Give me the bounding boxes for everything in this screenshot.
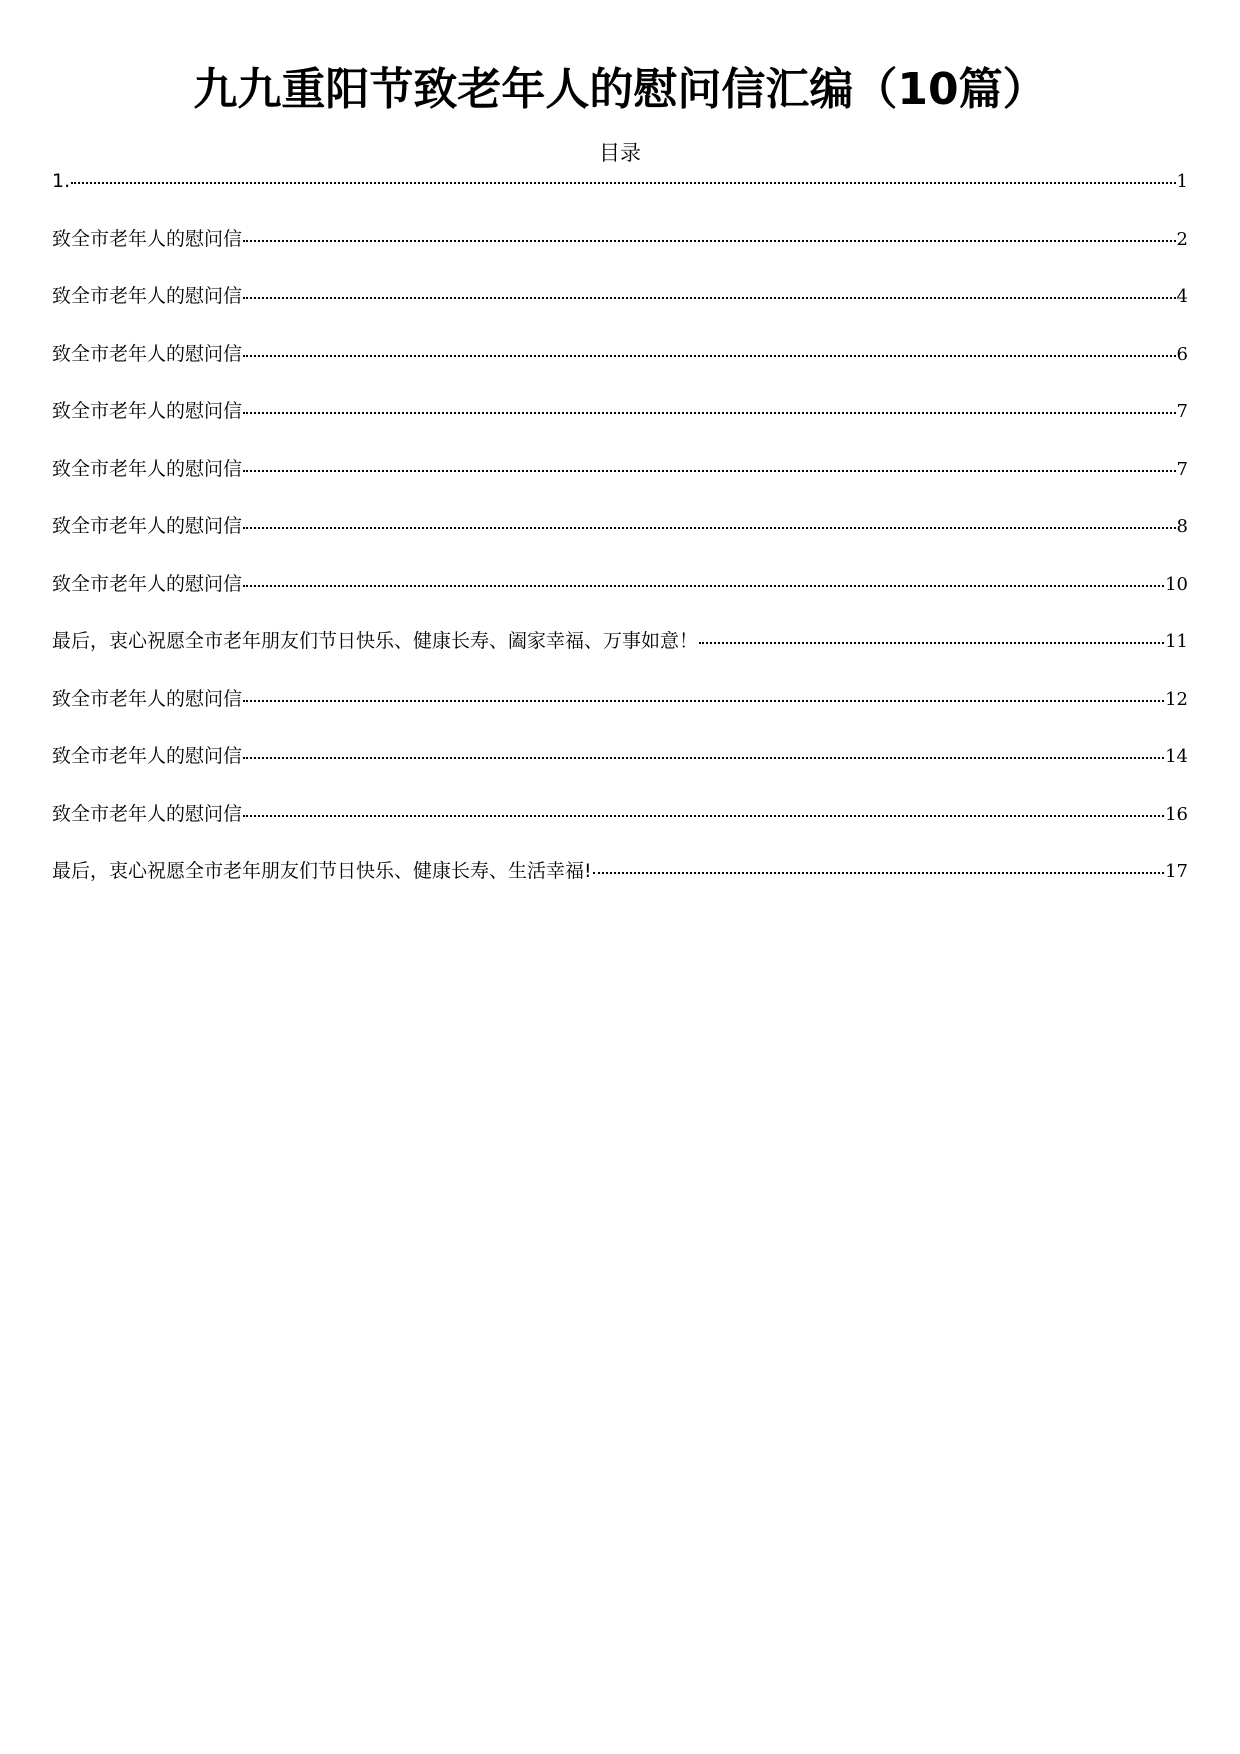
toc-dot-leader xyxy=(243,700,1164,702)
toc-dot-leader xyxy=(243,815,1164,817)
toc-entry[interactable] xyxy=(52,800,1188,858)
toc-entry-page: 1 xyxy=(1176,171,1188,192)
toc-entry-page: 7 xyxy=(1176,458,1188,480)
toc-dot-leader xyxy=(243,527,1176,529)
toc-entry[interactable] xyxy=(52,397,1188,455)
toc-dot-leader xyxy=(243,585,1164,587)
toc-entry[interactable] xyxy=(52,627,1188,685)
toc-heading: 目录 xyxy=(599,141,641,165)
toc-dot-leader xyxy=(243,470,1176,472)
toc-entry-page: 4 xyxy=(1176,286,1188,307)
toc-entry-page: 6 xyxy=(1176,343,1188,365)
toc-entry[interactable] xyxy=(52,167,1188,225)
toc-entry-page: 14 xyxy=(1165,746,1188,767)
toc-dot-leader xyxy=(243,240,1176,242)
toc-entry[interactable] xyxy=(52,742,1188,800)
toc-entry-page: 12 xyxy=(1165,688,1188,710)
toc-entry-text: 致全市老年人的慰问信 xyxy=(52,572,243,595)
toc-entry-page: 11 xyxy=(1165,631,1188,652)
toc-entry-page: 16 xyxy=(1165,803,1188,825)
toc-entry[interactable] xyxy=(52,570,1188,628)
toc-entry[interactable] xyxy=(52,340,1188,398)
toc-entry-text: 致全市老年人的慰问信 xyxy=(52,227,243,250)
toc-entry-text: 致全市老年人的慰问信 xyxy=(52,342,243,365)
toc-entry-text: 致全市老年人的慰问信 xyxy=(52,515,243,537)
toc-dot-leader xyxy=(699,642,1164,644)
toc-entry-page: 7 xyxy=(1176,401,1188,422)
toc-entry-page: 10 xyxy=(1165,573,1188,595)
toc-entry[interactable] xyxy=(52,857,1188,915)
toc-dot-leader xyxy=(243,757,1164,759)
toc-entry-text: 致全市老年人的慰问信 xyxy=(52,400,243,422)
toc-dot-leader xyxy=(243,412,1176,414)
document-title: 九九重阳节致老年人的慰问信汇编（10篇） xyxy=(193,64,1047,115)
toc-entry-text: 致全市老年人的慰问信 xyxy=(52,745,243,767)
toc-dot-leader xyxy=(243,297,1176,299)
toc-entry[interactable] xyxy=(52,282,1188,340)
toc-entry-page: 8 xyxy=(1176,516,1188,537)
table-of-contents xyxy=(52,167,1188,915)
toc-dot-leader xyxy=(243,355,1176,357)
toc-entry-text: 致全市老年人的慰问信 xyxy=(52,457,243,480)
toc-entry-page: 17 xyxy=(1165,861,1188,882)
toc-entry-text: 最后，衷心祝愿全市老年朋友们节日快乐、健康长寿、阖家幸福、万事如意！ xyxy=(52,630,699,652)
toc-entry-text: 致全市老年人的慰问信 xyxy=(52,285,243,307)
toc-entry-page: 2 xyxy=(1176,228,1188,250)
toc-entry[interactable] xyxy=(52,512,1188,570)
toc-entry[interactable] xyxy=(52,455,1188,513)
toc-entry-text: 最后，衷心祝愿全市老年朋友们节日快乐、健康长寿、生活幸福! xyxy=(52,860,592,882)
toc-dot-leader xyxy=(71,182,1175,184)
toc-entry-text: 1. xyxy=(52,170,71,192)
toc-dot-leader xyxy=(593,872,1164,874)
toc-entry[interactable] xyxy=(52,685,1188,743)
toc-entry[interactable] xyxy=(52,225,1188,283)
toc-entry-text: 致全市老年人的慰问信 xyxy=(52,687,243,710)
toc-entry-text: 致全市老年人的慰问信 xyxy=(52,802,243,825)
